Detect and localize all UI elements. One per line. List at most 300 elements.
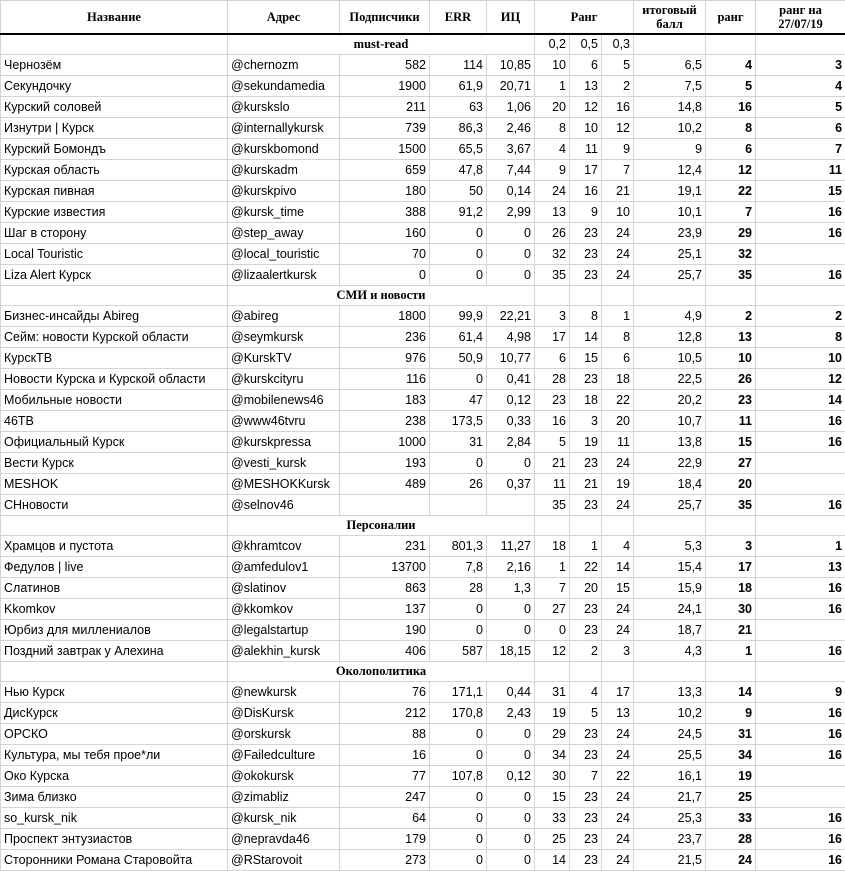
ic-cell[interactable]: 0,41 — [487, 368, 535, 389]
channel-name-cell[interactable]: КурскТВ — [1, 347, 228, 368]
channel-address-cell[interactable]: @mobilenews46 — [228, 389, 340, 410]
rank-1-cell[interactable]: 14 — [535, 849, 570, 870]
err-cell[interactable]: 0 — [430, 264, 487, 285]
rank-date-cell[interactable]: 16 — [756, 723, 845, 744]
rank-1-cell[interactable]: 11 — [535, 473, 570, 494]
rank-3-cell[interactable]: 22 — [602, 765, 634, 786]
rank-date-cell[interactable]: 14 — [756, 389, 845, 410]
rank-3-cell[interactable]: 2 — [602, 75, 634, 96]
ic-cell[interactable]: 0 — [487, 452, 535, 473]
channel-name-cell[interactable]: so_kursk_nik — [1, 807, 228, 828]
rank-1-cell[interactable]: 8 — [535, 117, 570, 138]
rank-1-cell[interactable]: 32 — [535, 243, 570, 264]
total-score-cell[interactable]: 16,1 — [634, 765, 706, 786]
rank-weight-cell[interactable]: 0,5 — [570, 34, 602, 55]
rank-3-cell[interactable]: 24 — [602, 828, 634, 849]
header-rank2[interactable]: ранг — [706, 1, 756, 34]
channel-address-cell[interactable]: @lizaalertkursk — [228, 264, 340, 285]
rank-3-cell[interactable]: 15 — [602, 577, 634, 598]
rank-1-cell[interactable]: 17 — [535, 326, 570, 347]
err-cell[interactable]: 0 — [430, 222, 487, 243]
rank-3-cell[interactable]: 24 — [602, 494, 634, 515]
rank-date-cell[interactable]: 16 — [756, 494, 845, 515]
ic-cell[interactable]: 2,84 — [487, 431, 535, 452]
rank-3-cell[interactable]: 1 — [602, 305, 634, 326]
channel-name-cell[interactable]: Поздний завтрак у Алехина — [1, 640, 228, 661]
channel-address-cell[interactable]: @selnov46 — [228, 494, 340, 515]
total-score-cell[interactable]: 15,4 — [634, 556, 706, 577]
ic-cell[interactable]: 3,67 — [487, 138, 535, 159]
rank-2-cell[interactable]: 23 — [570, 828, 602, 849]
rank-3-cell[interactable]: 24 — [602, 264, 634, 285]
ic-cell[interactable]: 0,12 — [487, 765, 535, 786]
rank-cell[interactable]: 18 — [706, 577, 756, 598]
rank-2-cell[interactable]: 13 — [570, 75, 602, 96]
channel-address-cell[interactable]: @MESHOKKursk — [228, 473, 340, 494]
channel-address-cell[interactable]: @kurskadm — [228, 159, 340, 180]
total-score-cell[interactable]: 4,9 — [634, 305, 706, 326]
channel-name-cell[interactable]: Kkomkov — [1, 598, 228, 619]
rank-date-cell[interactable]: 8 — [756, 326, 845, 347]
rank-cell[interactable]: 16 — [706, 96, 756, 117]
rank-3-cell[interactable]: 20 — [602, 410, 634, 431]
channel-address-cell[interactable]: @vesti_kursk — [228, 452, 340, 473]
rank-2-cell[interactable]: 6 — [570, 54, 602, 75]
section-title[interactable]: Персоналии — [228, 515, 535, 535]
total-score-cell[interactable]: 5,3 — [634, 535, 706, 556]
ic-cell[interactable]: 0,33 — [487, 410, 535, 431]
rank-cell[interactable]: 1 — [706, 640, 756, 661]
channel-address-cell[interactable]: @newkursk — [228, 681, 340, 702]
header-rank-date[interactable]: ранг на 27/07/19 — [756, 1, 845, 34]
rank-3-cell[interactable]: 4 — [602, 535, 634, 556]
channel-name-cell[interactable]: Liza Alert Курск — [1, 264, 228, 285]
channel-address-cell[interactable]: @orskursk — [228, 723, 340, 744]
err-cell[interactable]: 7,8 — [430, 556, 487, 577]
err-cell[interactable]: 107,8 — [430, 765, 487, 786]
rank-2-cell[interactable]: 9 — [570, 201, 602, 222]
channel-name-cell[interactable]: Юрбиз для миллениалов — [1, 619, 228, 640]
rank-1-cell[interactable]: 26 — [535, 222, 570, 243]
total-score-cell[interactable]: 12,8 — [634, 326, 706, 347]
total-score-cell[interactable]: 20,2 — [634, 389, 706, 410]
rank-3-cell[interactable]: 24 — [602, 452, 634, 473]
total-score-cell[interactable]: 19,1 — [634, 180, 706, 201]
err-cell[interactable]: 171,1 — [430, 681, 487, 702]
rank-2-cell[interactable]: 23 — [570, 619, 602, 640]
empty-cell[interactable] — [634, 34, 706, 55]
ic-cell[interactable]: 0 — [487, 786, 535, 807]
section-title[interactable]: Околополитика — [228, 661, 535, 681]
rank-weight-cell[interactable]: 0,3 — [602, 34, 634, 55]
rank-1-cell[interactable]: 0 — [535, 619, 570, 640]
rank-1-cell[interactable]: 19 — [535, 702, 570, 723]
rank-cell[interactable]: 21 — [706, 619, 756, 640]
rank-date-cell[interactable]: 16 — [756, 744, 845, 765]
ic-cell[interactable]: 0 — [487, 264, 535, 285]
channel-name-cell[interactable]: Курские известия — [1, 201, 228, 222]
subscribers-cell[interactable]: 231 — [340, 535, 430, 556]
ic-cell[interactable]: 20,71 — [487, 75, 535, 96]
err-cell[interactable]: 0 — [430, 368, 487, 389]
rank-date-cell[interactable]: 16 — [756, 702, 845, 723]
total-score-cell[interactable]: 25,7 — [634, 494, 706, 515]
rank-2-cell[interactable]: 10 — [570, 117, 602, 138]
rank-2-cell[interactable]: 16 — [570, 180, 602, 201]
rank-1-cell[interactable]: 33 — [535, 807, 570, 828]
rank-date-cell[interactable]: 9 — [756, 681, 845, 702]
total-score-cell[interactable]: 10,2 — [634, 117, 706, 138]
rank-cell[interactable]: 19 — [706, 765, 756, 786]
channel-name-cell[interactable]: Курская область — [1, 159, 228, 180]
rank-2-cell[interactable]: 23 — [570, 243, 602, 264]
rank-cell[interactable]: 32 — [706, 243, 756, 264]
rank-3-cell[interactable]: 24 — [602, 849, 634, 870]
rank-date-cell[interactable] — [756, 765, 845, 786]
rank-3-cell[interactable]: 24 — [602, 243, 634, 264]
channel-name-cell[interactable]: Федулов | live — [1, 556, 228, 577]
rank-weight-cell[interactable]: 0,2 — [535, 34, 570, 55]
ic-cell[interactable]: 0 — [487, 807, 535, 828]
err-cell[interactable]: 26 — [430, 473, 487, 494]
rank-1-cell[interactable]: 35 — [535, 264, 570, 285]
rank-2-cell[interactable]: 23 — [570, 723, 602, 744]
channel-address-cell[interactable]: @nepravda46 — [228, 828, 340, 849]
rank-weight-cell[interactable] — [535, 661, 570, 681]
total-score-cell[interactable]: 9 — [634, 138, 706, 159]
rank-cell[interactable]: 28 — [706, 828, 756, 849]
ic-cell[interactable]: 2,46 — [487, 117, 535, 138]
ic-cell[interactable]: 0 — [487, 598, 535, 619]
rank-1-cell[interactable]: 30 — [535, 765, 570, 786]
rank-cell[interactable]: 13 — [706, 326, 756, 347]
rank-1-cell[interactable]: 4 — [535, 138, 570, 159]
rank-cell[interactable]: 35 — [706, 264, 756, 285]
rank-date-cell[interactable]: 1 — [756, 535, 845, 556]
rank-3-cell[interactable]: 18 — [602, 368, 634, 389]
total-score-cell[interactable]: 13,3 — [634, 681, 706, 702]
channel-name-cell[interactable]: Проспект энтузиастов — [1, 828, 228, 849]
rank-cell[interactable]: 34 — [706, 744, 756, 765]
err-cell[interactable]: 61,4 — [430, 326, 487, 347]
rank-cell[interactable]: 23 — [706, 389, 756, 410]
channel-address-cell[interactable]: @kursk_time — [228, 201, 340, 222]
channel-address-cell[interactable]: @okokursk — [228, 765, 340, 786]
rank-1-cell[interactable]: 5 — [535, 431, 570, 452]
err-cell[interactable]: 50,9 — [430, 347, 487, 368]
rank-3-cell[interactable]: 14 — [602, 556, 634, 577]
rank-3-cell[interactable]: 24 — [602, 598, 634, 619]
rank-date-cell[interactable]: 12 — [756, 368, 845, 389]
empty-cell[interactable] — [756, 285, 845, 305]
total-score-cell[interactable]: 24,5 — [634, 723, 706, 744]
total-score-cell[interactable]: 13,8 — [634, 431, 706, 452]
subscribers-cell[interactable]: 1900 — [340, 75, 430, 96]
total-score-cell[interactable]: 24,1 — [634, 598, 706, 619]
rank-3-cell[interactable]: 13 — [602, 702, 634, 723]
rank-3-cell[interactable]: 3 — [602, 640, 634, 661]
rank-date-cell[interactable]: 16 — [756, 828, 845, 849]
rank-cell[interactable]: 22 — [706, 180, 756, 201]
ic-cell[interactable]: 18,15 — [487, 640, 535, 661]
err-cell[interactable]: 0 — [430, 807, 487, 828]
subscribers-cell[interactable]: 0 — [340, 264, 430, 285]
channel-address-cell[interactable]: @khramtcov — [228, 535, 340, 556]
empty-cell[interactable] — [634, 515, 706, 535]
err-cell[interactable]: 801,3 — [430, 535, 487, 556]
rank-date-cell[interactable]: 16 — [756, 577, 845, 598]
rank-weight-cell[interactable] — [570, 661, 602, 681]
rank-cell[interactable]: 10 — [706, 347, 756, 368]
rank-1-cell[interactable]: 9 — [535, 159, 570, 180]
rank-date-cell[interactable]: 5 — [756, 96, 845, 117]
header-subscribers[interactable]: Подписчики — [340, 1, 430, 34]
err-cell[interactable] — [430, 494, 487, 515]
rank-1-cell[interactable]: 13 — [535, 201, 570, 222]
total-score-cell[interactable]: 7,5 — [634, 75, 706, 96]
ic-cell[interactable]: 0 — [487, 744, 535, 765]
total-score-cell[interactable]: 21,7 — [634, 786, 706, 807]
rank-3-cell[interactable]: 5 — [602, 54, 634, 75]
subscribers-cell[interactable]: 1000 — [340, 431, 430, 452]
subscribers-cell[interactable]: 863 — [340, 577, 430, 598]
total-score-cell[interactable]: 4,3 — [634, 640, 706, 661]
rank-3-cell[interactable]: 8 — [602, 326, 634, 347]
rank-2-cell[interactable]: 23 — [570, 264, 602, 285]
channel-address-cell[interactable]: @DisKursk — [228, 702, 340, 723]
ic-cell[interactable]: 0,44 — [487, 681, 535, 702]
rank-2-cell[interactable]: 23 — [570, 744, 602, 765]
rank-weight-cell[interactable] — [535, 285, 570, 305]
channel-address-cell[interactable]: @slatinov — [228, 577, 340, 598]
channel-address-cell[interactable]: @kurskbomond — [228, 138, 340, 159]
err-cell[interactable]: 86,3 — [430, 117, 487, 138]
empty-cell[interactable] — [706, 34, 756, 55]
rank-cell[interactable]: 11 — [706, 410, 756, 431]
rank-cell[interactable]: 27 — [706, 452, 756, 473]
subscribers-cell[interactable]: 273 — [340, 849, 430, 870]
rank-2-cell[interactable]: 23 — [570, 786, 602, 807]
ic-cell[interactable]: 10,77 — [487, 347, 535, 368]
subscribers-cell[interactable]: 180 — [340, 180, 430, 201]
channel-name-cell[interactable]: Сторонники Романа Старовойта — [1, 849, 228, 870]
subscribers-cell[interactable]: 1500 — [340, 138, 430, 159]
err-cell[interactable]: 0 — [430, 452, 487, 473]
section-title[interactable]: must-read — [228, 34, 535, 55]
rank-date-cell[interactable] — [756, 452, 845, 473]
err-cell[interactable]: 0 — [430, 243, 487, 264]
rank-3-cell[interactable]: 12 — [602, 117, 634, 138]
rank-date-cell[interactable]: 15 — [756, 180, 845, 201]
subscribers-cell[interactable]: 489 — [340, 473, 430, 494]
err-cell[interactable]: 47,8 — [430, 159, 487, 180]
err-cell[interactable]: 170,8 — [430, 702, 487, 723]
total-score-cell[interactable]: 23,7 — [634, 828, 706, 849]
rank-cell[interactable]: 35 — [706, 494, 756, 515]
err-cell[interactable]: 31 — [430, 431, 487, 452]
ic-cell[interactable]: 22,21 — [487, 305, 535, 326]
channel-name-cell[interactable]: Слатинов — [1, 577, 228, 598]
rank-2-cell[interactable]: 8 — [570, 305, 602, 326]
rank-date-cell[interactable]: 11 — [756, 159, 845, 180]
rank-weight-cell[interactable] — [602, 515, 634, 535]
channel-name-cell[interactable]: Новости Курска и Курской области — [1, 368, 228, 389]
channel-name-cell[interactable]: Мобильные новости — [1, 389, 228, 410]
ic-cell[interactable]: 0,12 — [487, 389, 535, 410]
channel-name-cell[interactable]: MESHOK — [1, 473, 228, 494]
total-score-cell[interactable]: 22,9 — [634, 452, 706, 473]
channel-name-cell[interactable]: ОРСКО — [1, 723, 228, 744]
ic-cell[interactable] — [487, 494, 535, 515]
err-cell[interactable]: 173,5 — [430, 410, 487, 431]
channel-address-cell[interactable]: @kurskslo — [228, 96, 340, 117]
rank-cell[interactable]: 5 — [706, 75, 756, 96]
rank-3-cell[interactable]: 11 — [602, 431, 634, 452]
rank-date-cell[interactable]: 16 — [756, 640, 845, 661]
ic-cell[interactable]: 1,3 — [487, 577, 535, 598]
ic-cell[interactable]: 0 — [487, 828, 535, 849]
channel-name-cell[interactable]: Local Touristic — [1, 243, 228, 264]
rank-1-cell[interactable]: 16 — [535, 410, 570, 431]
subscribers-cell[interactable]: 238 — [340, 410, 430, 431]
subscribers-cell[interactable]: 183 — [340, 389, 430, 410]
ic-cell[interactable]: 10,85 — [487, 54, 535, 75]
rank-1-cell[interactable]: 15 — [535, 786, 570, 807]
empty-cell[interactable] — [706, 661, 756, 681]
total-score-cell[interactable]: 12,4 — [634, 159, 706, 180]
total-score-cell[interactable]: 25,7 — [634, 264, 706, 285]
rank-cell[interactable]: 30 — [706, 598, 756, 619]
empty-cell[interactable] — [634, 285, 706, 305]
rank-1-cell[interactable]: 6 — [535, 347, 570, 368]
rank-2-cell[interactable]: 3 — [570, 410, 602, 431]
rank-3-cell[interactable]: 22 — [602, 389, 634, 410]
section-spacer-cell[interactable] — [1, 661, 228, 681]
rank-1-cell[interactable]: 24 — [535, 180, 570, 201]
rank-date-cell[interactable]: 10 — [756, 347, 845, 368]
channel-name-cell[interactable]: Зима близко — [1, 786, 228, 807]
rank-3-cell[interactable]: 24 — [602, 723, 634, 744]
rank-1-cell[interactable]: 29 — [535, 723, 570, 744]
rank-2-cell[interactable]: 4 — [570, 681, 602, 702]
channel-name-cell[interactable]: 46ТВ — [1, 410, 228, 431]
ic-cell[interactable]: 7,44 — [487, 159, 535, 180]
rank-date-cell[interactable]: 3 — [756, 54, 845, 75]
rank-1-cell[interactable]: 35 — [535, 494, 570, 515]
rank-2-cell[interactable]: 23 — [570, 849, 602, 870]
rank-3-cell[interactable]: 24 — [602, 744, 634, 765]
subscribers-cell[interactable]: 247 — [340, 786, 430, 807]
subscribers-cell[interactable]: 236 — [340, 326, 430, 347]
total-score-cell[interactable]: 23,9 — [634, 222, 706, 243]
rank-cell[interactable]: 26 — [706, 368, 756, 389]
rank-3-cell[interactable]: 24 — [602, 222, 634, 243]
subscribers-cell[interactable]: 582 — [340, 54, 430, 75]
channel-address-cell[interactable]: @kurskcityru — [228, 368, 340, 389]
rank-2-cell[interactable]: 14 — [570, 326, 602, 347]
channel-address-cell[interactable]: @kurskpressa — [228, 431, 340, 452]
err-cell[interactable]: 0 — [430, 849, 487, 870]
subscribers-cell[interactable]: 406 — [340, 640, 430, 661]
channel-address-cell[interactable]: @kurskpivo — [228, 180, 340, 201]
ic-cell[interactable]: 0 — [487, 619, 535, 640]
err-cell[interactable]: 91,2 — [430, 201, 487, 222]
channel-name-cell[interactable]: Курский соловей — [1, 96, 228, 117]
rank-cell[interactable]: 3 — [706, 535, 756, 556]
rank-date-cell[interactable]: 16 — [756, 598, 845, 619]
rank-date-cell[interactable]: 4 — [756, 75, 845, 96]
rank-2-cell[interactable]: 21 — [570, 473, 602, 494]
rank-3-cell[interactable]: 24 — [602, 786, 634, 807]
total-score-cell[interactable]: 10,2 — [634, 702, 706, 723]
rank-date-cell[interactable]: 6 — [756, 117, 845, 138]
channel-address-cell[interactable]: @amfedulov1 — [228, 556, 340, 577]
rank-1-cell[interactable]: 21 — [535, 452, 570, 473]
ic-cell[interactable]: 11,27 — [487, 535, 535, 556]
rank-1-cell[interactable]: 34 — [535, 744, 570, 765]
rank-cell[interactable]: 8 — [706, 117, 756, 138]
err-cell[interactable]: 47 — [430, 389, 487, 410]
channel-name-cell[interactable]: Храмцов и пустота — [1, 535, 228, 556]
rank-date-cell[interactable]: 16 — [756, 431, 845, 452]
rank-2-cell[interactable]: 23 — [570, 598, 602, 619]
err-cell[interactable]: 61,9 — [430, 75, 487, 96]
err-cell[interactable]: 63 — [430, 96, 487, 117]
channel-name-cell[interactable]: Официальный Курск — [1, 431, 228, 452]
subscribers-cell[interactable]: 76 — [340, 681, 430, 702]
empty-cell[interactable] — [756, 661, 845, 681]
ic-cell[interactable]: 0,37 — [487, 473, 535, 494]
rank-3-cell[interactable]: 21 — [602, 180, 634, 201]
rank-2-cell[interactable]: 20 — [570, 577, 602, 598]
channel-name-cell[interactable]: Курский Бомондъ — [1, 138, 228, 159]
rank-3-cell[interactable]: 7 — [602, 159, 634, 180]
rank-1-cell[interactable]: 28 — [535, 368, 570, 389]
err-cell[interactable]: 0 — [430, 619, 487, 640]
channel-name-cell[interactable]: Культура, мы тебя прое*ли — [1, 744, 228, 765]
channel-address-cell[interactable]: @kursk_nik — [228, 807, 340, 828]
channel-address-cell[interactable]: @seymkursk — [228, 326, 340, 347]
empty-cell[interactable] — [756, 34, 845, 55]
section-spacer-cell[interactable] — [1, 285, 228, 305]
err-cell[interactable]: 0 — [430, 723, 487, 744]
rank-date-cell[interactable]: 16 — [756, 264, 845, 285]
rank-weight-cell[interactable] — [602, 285, 634, 305]
section-spacer-cell[interactable] — [1, 515, 228, 535]
rank-cell[interactable]: 7 — [706, 201, 756, 222]
total-score-cell[interactable]: 18,7 — [634, 619, 706, 640]
err-cell[interactable]: 0 — [430, 786, 487, 807]
total-score-cell[interactable]: 10,5 — [634, 347, 706, 368]
rank-1-cell[interactable]: 3 — [535, 305, 570, 326]
rank-date-cell[interactable]: 13 — [756, 556, 845, 577]
ic-cell[interactable]: 4,98 — [487, 326, 535, 347]
rank-date-cell[interactable] — [756, 619, 845, 640]
rank-2-cell[interactable]: 5 — [570, 702, 602, 723]
rank-3-cell[interactable]: 24 — [602, 619, 634, 640]
channel-address-cell[interactable]: @local_touristic — [228, 243, 340, 264]
empty-cell[interactable] — [706, 285, 756, 305]
rank-1-cell[interactable]: 25 — [535, 828, 570, 849]
channel-name-cell[interactable]: Око Курска — [1, 765, 228, 786]
rank-1-cell[interactable]: 18 — [535, 535, 570, 556]
subscribers-cell[interactable]: 13700 — [340, 556, 430, 577]
rank-2-cell[interactable]: 18 — [570, 389, 602, 410]
rank-date-cell[interactable]: 16 — [756, 201, 845, 222]
channel-address-cell[interactable]: @legalstartup — [228, 619, 340, 640]
total-score-cell[interactable]: 10,1 — [634, 201, 706, 222]
rank-3-cell[interactable]: 6 — [602, 347, 634, 368]
